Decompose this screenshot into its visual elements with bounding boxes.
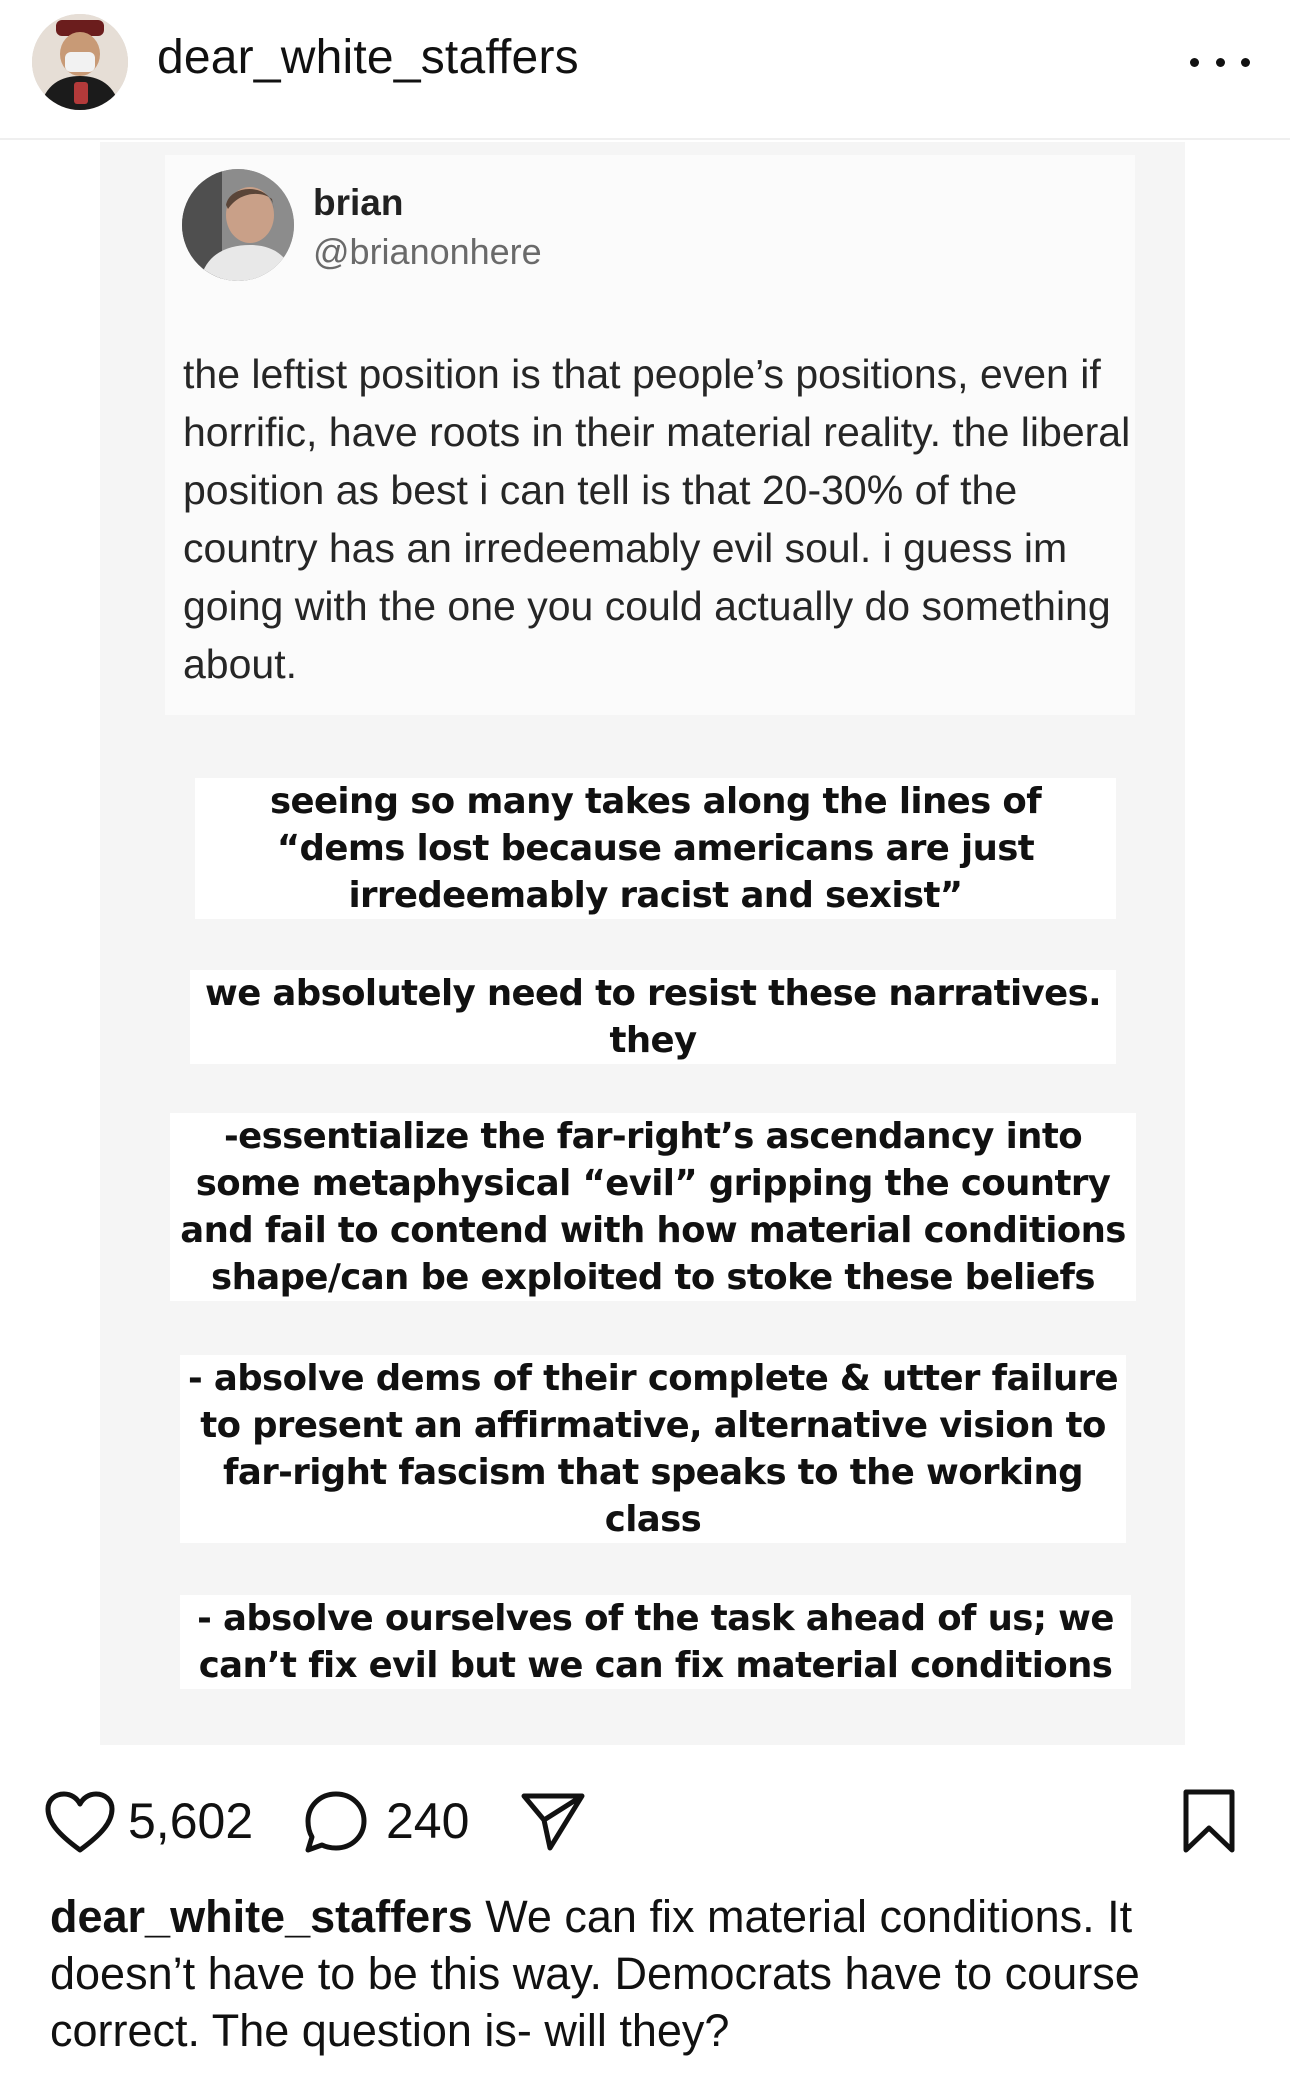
tweet-author-name: brian bbox=[313, 182, 404, 223]
tweet-author-handle: @brianonhere bbox=[313, 231, 542, 272]
post-caption bbox=[50, 1888, 1260, 2059]
comment-count[interactable]: 240 bbox=[386, 1793, 470, 1849]
like-count[interactable]: 5,602 bbox=[128, 1793, 254, 1849]
caption-text: We can fix material conditions. It doesn’t have to be this way. Democrats have to course correct. The question is- will they? bbox=[50, 1891, 1140, 2056]
story-text-block: - absolve ourselves of the task ahead of us; we can’t fix evil but we can fix material conditions bbox=[180, 1595, 1131, 1689]
more-icon bbox=[1190, 58, 1199, 67]
avatar[interactable] bbox=[32, 14, 128, 110]
caption-username[interactable]: dear_white_staffers bbox=[50, 1891, 473, 1942]
story-text-block: seeing so many takes along the lines of “dems lost because americans are just irredeemably racist and sexist” bbox=[195, 778, 1116, 919]
tweet-avatar bbox=[182, 169, 294, 281]
story-text-block: -essentialize the far-right’s ascendancy into some metaphysical “evil” gripping the country and fail to contend with how material conditions shape/can be exploited to stoke these beliefs bbox=[170, 1113, 1136, 1301]
tweet-text: the leftist position is that people’s positions, even if horrific, have roots in their material reality. the liberal position as best i can tell is that 20-30% of the country has an irredeemably evil soul. i guess im going with the one you could actually do something about. bbox=[183, 351, 1131, 687]
more-options-button[interactable] bbox=[1190, 42, 1250, 82]
action-bar bbox=[0, 1770, 1290, 1870]
comment-icon[interactable] bbox=[302, 1788, 370, 1856]
bookmark-icon[interactable] bbox=[1180, 1788, 1238, 1854]
story-text-block: - absolve dems of their complete & utter failure to present an affirmative, alternative vision to far-right fascism that speaks to the working class bbox=[180, 1355, 1126, 1543]
heart-icon[interactable] bbox=[44, 1790, 116, 1856]
share-icon[interactable] bbox=[520, 1790, 586, 1854]
story-text-block: we absolutely need to resist these narratives. they bbox=[190, 970, 1116, 1064]
post-header bbox=[0, 0, 1290, 140]
username[interactable]: dear_white_staffers bbox=[157, 31, 579, 84]
